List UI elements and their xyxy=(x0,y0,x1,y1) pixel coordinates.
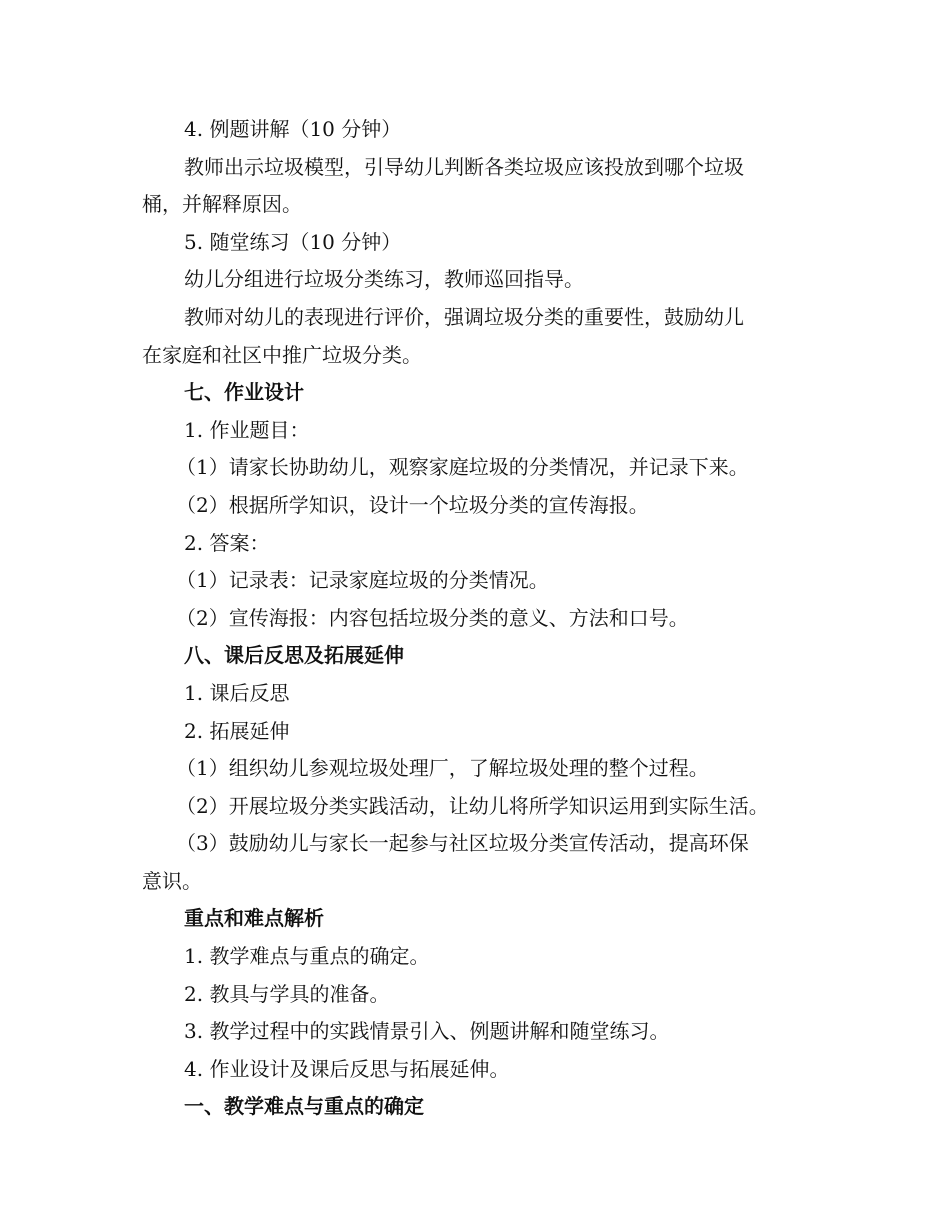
list-item: （2）根据所学知识，设计一个垃圾分类的宣传海报。 xyxy=(176,492,649,517)
step-heading-5: 5. 随堂练习（10 分钟） xyxy=(184,229,402,254)
list-item: 3. 教学过程中的实践情景引入、例题讲解和随堂练习。 xyxy=(184,1019,670,1044)
list-item: 1. 课后反思 xyxy=(184,680,290,705)
list-item: 2. 拓展延伸 xyxy=(184,718,290,743)
list-item: 2. 答案： xyxy=(184,530,270,555)
list-item: 1. 作业题目： xyxy=(184,417,310,442)
list-item: 2. 教具与学具的准备。 xyxy=(184,981,390,1006)
list-item: 4. 作业设计及课后反思与拓展延伸。 xyxy=(184,1056,510,1081)
paragraph-line: 桶，并解释原因。 xyxy=(142,192,302,217)
list-item: （2）开展垃圾分类实践活动，让幼儿将所学知识运用到实际生活。 xyxy=(176,793,769,818)
list-item: 1. 教学难点与重点的确定。 xyxy=(184,944,430,969)
list-item: （3）鼓励幼儿与家长一起参与社区垃圾分类宣传活动，提高环保 xyxy=(176,831,749,856)
list-item: （1）请家长协助幼儿，观察家庭垃圾的分类情况，并记录下来。 xyxy=(176,455,749,480)
paragraph-line: 意识。 xyxy=(142,868,202,893)
paragraph-line: 教师对幼儿的表现进行评价，强调垃圾分类的重要性，鼓励幼儿 xyxy=(184,304,744,329)
paragraph-line: 教师出示垃圾模型，引导幼儿判断各类垃圾应该投放到哪个垃圾 xyxy=(184,154,744,179)
list-item: （2）宣传海报：内容包括垃圾分类的意义、方法和口号。 xyxy=(176,605,689,630)
section-heading-key-points: 重点和难点解析 xyxy=(184,906,324,931)
document-body xyxy=(142,111,822,1126)
list-item: （1）记录表：记录家庭垃圾的分类情况。 xyxy=(176,568,549,593)
paragraph-line: 幼儿分组进行垃圾分类练习，教师巡回指导。 xyxy=(184,267,584,292)
list-item: （1）组织幼儿参观垃圾处理厂，了解垃圾处理的整个过程。 xyxy=(176,756,709,781)
section-heading-difficulties: 一、教学难点与重点的确定 xyxy=(184,1094,424,1119)
step-heading-4: 4. 例题讲解（10 分钟） xyxy=(184,117,402,141)
section-heading-reflection: 八、课后反思及拓展延伸 xyxy=(184,643,404,668)
section-heading-homework: 七、作业设计 xyxy=(184,380,304,405)
paragraph-line: 在家庭和社区中推广垃圾分类。 xyxy=(142,342,422,367)
